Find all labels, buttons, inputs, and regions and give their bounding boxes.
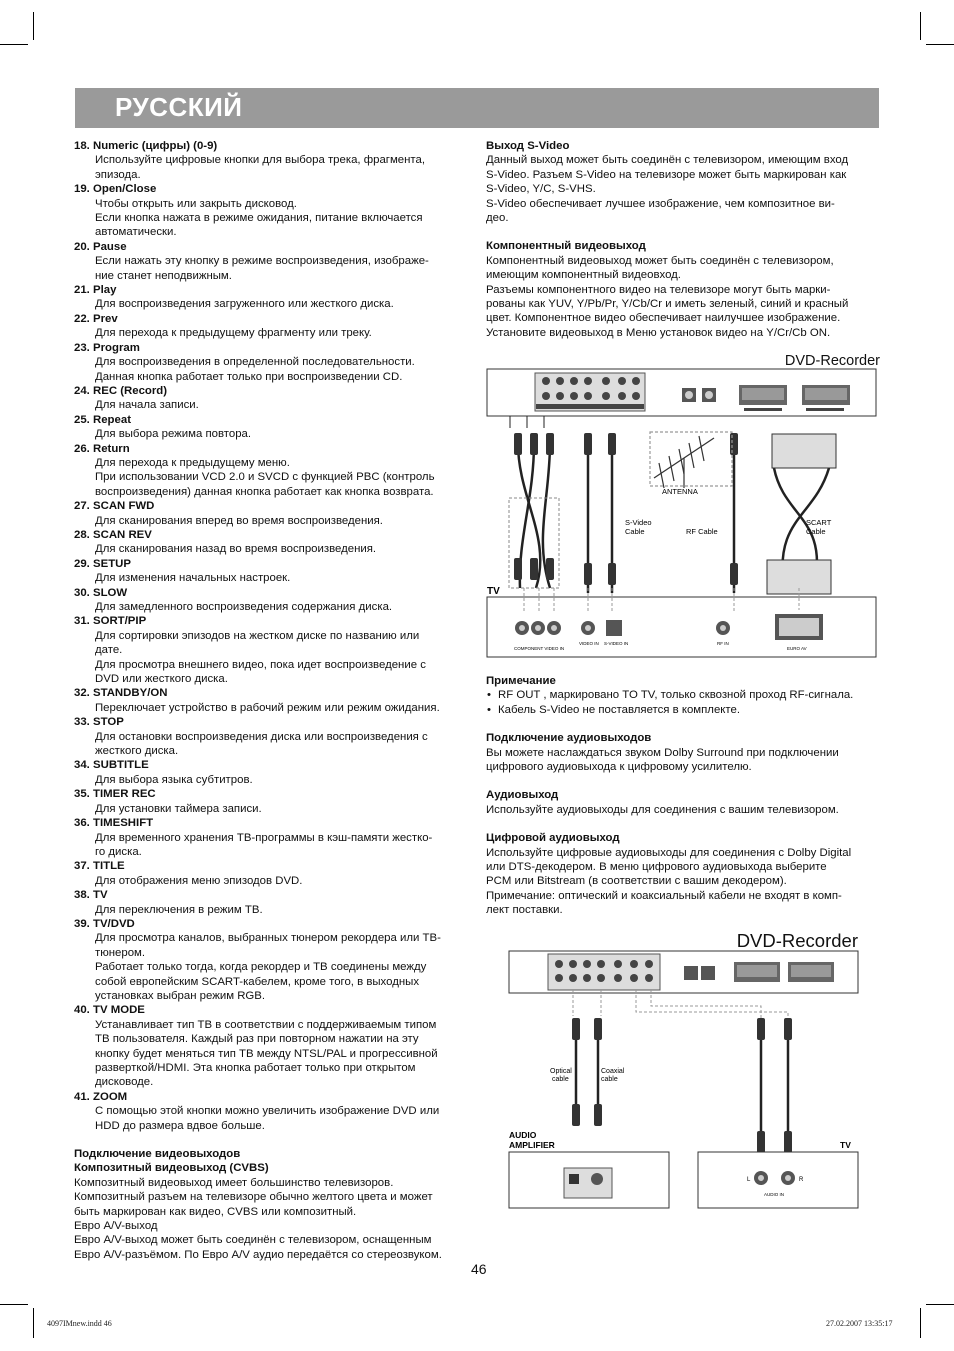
button-name: 21. Play: [74, 284, 117, 297]
description-line: ТВ пользователя. Каждый раз при повторном нажатии на эту: [95, 1033, 419, 1046]
button-name: 24. REC (Record): [74, 384, 168, 397]
description-line: Для отображения меню эпизодов DVD.: [95, 874, 303, 887]
description-line: Для перехода к предыдущему фрагменту или треку.: [95, 327, 372, 340]
description-line: Для временного хранения ТВ-программы в кэш-памяти жестко-: [95, 831, 433, 844]
port-video-in: VIDEO IN: [579, 641, 599, 646]
paragraph-line: Евро A/V-разъёмом. По Евро A/V аудио передаётся со стереозвуком.: [74, 1248, 442, 1261]
section-heading: Цифровой аудиовыход: [486, 832, 620, 845]
port-component: COMPONENT VIDEO IN: [514, 646, 565, 651]
optical-cable-label-2: cable: [552, 1076, 569, 1083]
description-line: Для сканирования назад во время воспроизведения.: [95, 543, 377, 556]
section-heading: Подключение видеовыходов: [74, 1148, 241, 1161]
paragraph-line: Евро A/V-выход может быть соединён с телевизором, оснащенным: [74, 1234, 432, 1247]
description-line: Для замедленного воспроизведения содержания диска.: [95, 601, 393, 613]
description-line: собой европейским SCART-кабелем, кроме того, в выходных: [95, 975, 420, 988]
button-name: 19. Open/Close: [74, 183, 157, 196]
description-line: DVD или жесткого диска.: [95, 673, 228, 686]
description-line: С помощью этой кнопки можно увеличить изображение DVD или: [95, 1105, 440, 1118]
description-line: Для воспроизведения загруженного или жесткого диска.: [95, 298, 394, 311]
paragraph-line: Используйте цифровые аудиовыходы для соединения с Dolby Digital: [486, 846, 852, 859]
button-name: 25. Repeat: [74, 413, 131, 426]
button-description: [74, 816, 474, 859]
description-line: Работает только тогда, когда рекордер и ТВ соединены между: [95, 961, 427, 974]
optical-cable-label: Optical: [550, 1068, 572, 1075]
button-description: [74, 614, 474, 686]
description-line: Для просмотра внешнего видео, пока идет воспроизведение с: [95, 658, 426, 671]
button-description: [74, 715, 474, 758]
description-line: Для перехода к предыдущему меню.: [95, 456, 290, 469]
video-connection-diagram: [484, 348, 880, 660]
description-line: Используйте цифровые кнопки для выбора трека, фрагмента,: [95, 154, 425, 167]
button-description: [74, 888, 474, 917]
button-name: 38. TV: [74, 889, 108, 902]
description-line: установках выбран режим RGB.: [95, 989, 266, 1002]
button-description: [74, 341, 474, 384]
button-description: [74, 1003, 474, 1089]
description-line: Данная кнопка работает только при воспроизведении CD.: [95, 370, 403, 383]
left-channel-label: L: [747, 1177, 751, 1183]
paragraph-line: Используйте аудиовыходы для соединения с вашим телевизором.: [486, 803, 839, 816]
rf-cable-label: RF Cable: [686, 527, 718, 536]
description-line: Для остановки воспроизведения диска или воспроизведения с: [95, 730, 428, 743]
section-subheading: Композитный видеовыход (CVBS): [74, 1162, 269, 1175]
language-header-bar: [75, 88, 879, 128]
button-description: [74, 312, 474, 341]
button-description: [74, 859, 474, 888]
section-heading: Компонентный видеовыход: [486, 240, 646, 253]
description-line: Для воспроизведения в определенной последовательности.: [95, 356, 415, 369]
button-name: 34. SUBTITLE: [74, 759, 149, 772]
description-line: Для изменения начальных настроек.: [95, 572, 291, 585]
crop-mark: [926, 1304, 954, 1305]
crop-mark: [0, 44, 28, 45]
left-column: [74, 139, 474, 1262]
button-name: 39. TV/DVD: [74, 917, 135, 930]
port-rf-in: RF IN: [717, 641, 729, 646]
button-name: 32. STANDBY/ON: [74, 687, 168, 700]
text-section: [486, 139, 880, 225]
button-name: 23. Program: [74, 341, 140, 354]
crop-mark: [0, 1304, 28, 1305]
footer-file-info: 4097IMnew.indd 46: [47, 1319, 112, 1328]
button-description: [74, 240, 474, 283]
description-line: эпизода.: [95, 168, 141, 181]
button-name: 30. SLOW: [74, 586, 128, 599]
antenna-label: ANTENNA: [662, 487, 698, 496]
description-line: Для сортировки эпизодов на жестком диске по названию или: [95, 629, 420, 642]
description-line: Для сканирования вперед во время воспроизведения.: [95, 514, 383, 527]
button-description: [74, 499, 474, 528]
antenna-icon: [650, 432, 732, 488]
description-line: тюнером.: [95, 946, 146, 959]
description-line: воспроизведения) данная кнопка работает как кнопка возврата.: [95, 485, 434, 498]
paragraph-line: рованы как YUV, Y/Pb/Pr, Y/Cb/Cr и иметь зеленый, синий и красный: [486, 298, 849, 311]
text-section: [486, 239, 880, 340]
description-line: Для переключения в режим ТВ.: [95, 903, 263, 916]
bullet-item: • RF OUT , маркировано TO TV, только сквозной проход RF-сигнала.: [486, 688, 880, 702]
right-column-top: [486, 139, 880, 340]
button-name: 33. STOP: [74, 716, 124, 729]
amplifier-label: AUDIO: [509, 1130, 537, 1140]
paragraph-line: Данный выход может быть соединён с телевизором, имеющим вход: [486, 154, 849, 167]
button-description: [74, 384, 474, 413]
paragraph-line: Разъемы компонентного видео на телевизоре могут быть марки-: [486, 283, 831, 296]
text-section: [486, 731, 880, 774]
paragraph-line: лект поставки.: [486, 904, 563, 917]
crop-mark: [926, 44, 954, 45]
audio-connection-diagram: [506, 926, 860, 1214]
coaxial-cable-label: Coaxial: [601, 1068, 625, 1075]
footer-timestamp: 27.02.2007 13:35:17: [826, 1319, 893, 1328]
button-description: [74, 787, 474, 816]
svideo-cable-label: S-Video: [625, 518, 652, 527]
button-description: [74, 442, 474, 500]
tv-rear-panel: [698, 1152, 858, 1208]
description-line: жесткого диска.: [95, 745, 179, 758]
description-line: Если кнопка нажата в режиме ожидания, питание включается: [95, 212, 423, 225]
button-name: 36. TIMESHIFT: [74, 817, 154, 830]
paragraph-line: или DTS-декодером. В меню цифрового аудиовыхода выберите: [486, 861, 827, 874]
button-name: 20. Pause: [74, 240, 127, 253]
section-heading: Аудиовыход: [486, 789, 559, 802]
crop-mark: [920, 12, 921, 40]
description-line: HDD до размера вдвое больше.: [95, 1119, 265, 1132]
button-description: [74, 557, 474, 586]
section-heading: Примечание: [486, 675, 556, 687]
button-description: [74, 528, 474, 557]
audio-in-label: AUDIO IN: [764, 1192, 785, 1197]
button-description: [74, 917, 474, 1003]
button-description: [74, 283, 474, 312]
button-description: [74, 586, 474, 615]
button-name: 31. SORT/PIP: [74, 615, 147, 628]
crop-mark: [920, 1308, 921, 1338]
text-section: [486, 831, 880, 917]
text-section: [486, 674, 880, 717]
paragraph-line: део.: [486, 212, 509, 225]
paragraph-line: имеющим компонентный видеовход.: [486, 269, 681, 282]
description-line: Если нажать эту кнопку в режиме воспроизведения, изображе-: [95, 255, 429, 268]
description-line: ние станет неподвижным.: [95, 269, 232, 282]
description-line: разверткой/HDMI. Эта кнопка работает только при открытом: [95, 1062, 416, 1074]
description-line: Устанавливает тип ТВ в соответствии с поддерживаемым типом: [95, 1018, 437, 1031]
crop-mark: [33, 1308, 34, 1338]
video-out-section: [74, 1147, 474, 1262]
section-heading: Подключение аудиовыходов: [486, 732, 652, 745]
paragraph-line: PCM или Bitstream (в соответствии с вашим декодером).: [486, 875, 787, 888]
button-description: [74, 758, 474, 787]
paragraph-line: Примечание: оптический и коаксиальный кабели не входят в комп-: [486, 889, 842, 902]
button-name: 37. TITLE: [74, 860, 125, 873]
crop-mark: [33, 12, 34, 40]
description-line: При использовании VCD 2.0 и SVCD с функцией PBC (контроль: [95, 471, 435, 484]
description-line: Для выбора режима повтора.: [95, 428, 252, 441]
button-name: 18. Numeric (цифры) (0-9): [74, 140, 218, 152]
button-description: [74, 686, 474, 715]
button-description: [74, 182, 474, 240]
amplifier-label-2: AMPLIFIER: [509, 1140, 555, 1150]
right-column-bottom: [486, 674, 880, 918]
description-line: дате.: [95, 644, 123, 657]
diagram-title: DVD-Recorder: [784, 353, 880, 369]
paragraph-line: Композитный разъем на телевизоре обычно желтого цвета и может: [74, 1191, 433, 1204]
port-euro-av: EURO AV: [787, 646, 807, 651]
button-description: [74, 413, 474, 442]
page-number: 46: [471, 1261, 487, 1277]
diagram-title: DVD-Recorder: [736, 930, 858, 951]
paragraph-line: Вы можете наслаждаться звуком Dolby Surround при подключении: [486, 746, 839, 759]
description-line: Чтобы открыть или закрыть дисковод.: [95, 197, 297, 210]
paragraph-line: Установите видеовыход в Меню установок видео на Y/Cr/Cb ON.: [486, 326, 831, 339]
paragraph-line: S-Video обеспечивает лучшее изображение, чем композитное ви-: [486, 197, 835, 210]
button-name: 35. TIMER REC: [74, 788, 156, 801]
description-line: Для установки таймера записи.: [95, 802, 262, 815]
scart-cable-label-2: Cable: [806, 527, 826, 536]
scart-cable-label: SCART: [806, 518, 832, 527]
tv-label: TV: [487, 586, 500, 597]
button-description: [74, 1090, 474, 1133]
coaxial-cable-label-2: cable: [601, 1076, 618, 1083]
port-svideo-in: S-VIDEO IN: [604, 641, 629, 646]
paragraph-line: Композитный видеовыход имеет большинство телевизоров.: [74, 1176, 394, 1189]
paragraph-line: S-Video, Y/C, S-VHS.: [486, 183, 596, 196]
description-line: кнопку будет меняться тип ТВ между NTSL/PAL и прогрессивной: [95, 1047, 438, 1060]
tv-label: TV: [840, 1140, 851, 1150]
button-name: 26. Return: [74, 442, 130, 455]
paragraph-line: цифрового аудиовыхода к цифровому усилителю.: [486, 761, 752, 774]
bullet-item: • Кабель S-Video не поставляется в комплекте.: [486, 703, 880, 717]
description-line: Для выбора языка субтитров.: [95, 773, 253, 786]
button-description: [74, 139, 474, 182]
paragraph-line: цвет. Компонентное видео обеспечивает наилучшее изображение.: [486, 312, 841, 325]
description-line: го диска.: [95, 845, 142, 858]
description-line: дисководе.: [95, 1076, 154, 1089]
paragraph-line: Компонентный видеовыход может быть соединён с телевизором,: [486, 254, 834, 267]
description-line: автоматически.: [95, 226, 177, 239]
section-heading: Выход S-Video: [486, 140, 570, 152]
paragraph-line: Евро A/V-выход: [74, 1220, 158, 1233]
button-name: 40. TV MODE: [74, 1004, 145, 1017]
svideo-cable-label-2: Cable: [625, 527, 645, 536]
description-line: Для просмотра каналов, выбранных тюнером рекордера или ТВ-: [95, 932, 441, 945]
page-title: РУССКИЙ: [115, 92, 243, 122]
description-line: Для начала записи.: [95, 399, 199, 412]
button-name: 29. SETUP: [74, 557, 131, 570]
paragraph-line: быть маркирован как видео, CVBS или композитный.: [74, 1205, 357, 1218]
button-descriptions: [74, 139, 474, 1133]
description-line: Переключает устройство в рабочий режим или режим ожидания.: [95, 701, 440, 714]
paragraph-line: S-Video. Разъем S-Video на телевизоре может быть маркирован как: [486, 168, 847, 181]
button-name: 28. SCAN REV: [74, 528, 152, 541]
button-name: 27. SCAN FWD: [74, 500, 155, 513]
button-name: 41. ZOOM: [74, 1090, 128, 1103]
button-name: 22. Prev: [74, 312, 118, 325]
text-section: [486, 788, 880, 817]
right-channel-label: R: [799, 1177, 804, 1183]
